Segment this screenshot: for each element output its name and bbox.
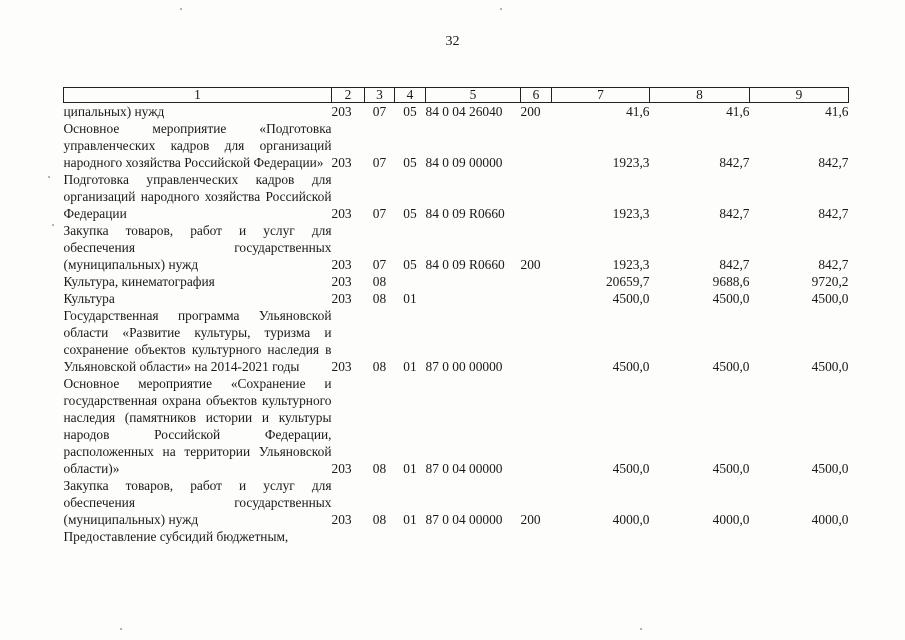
row-cell-col-7: 1923,3 xyxy=(612,257,650,272)
table-row xyxy=(64,528,849,545)
row-cell-col-3: 07 xyxy=(372,206,387,221)
row-cell-col-7 xyxy=(552,528,650,545)
scan-speck xyxy=(500,8,502,10)
row-cell-col-4: 01 xyxy=(403,512,417,527)
header-col-6: 6 xyxy=(521,88,552,103)
table-row xyxy=(64,222,849,273)
row-name-cell: Культура xyxy=(63,291,115,306)
row-cell-col-5 xyxy=(426,528,521,545)
row-cell-col-6 xyxy=(521,273,552,290)
table-row xyxy=(64,375,849,477)
row-cell-col-5: 87 0 00 00000 xyxy=(425,359,503,374)
row-cell-col-4: 05 xyxy=(403,257,417,272)
row-cell-col-7: 1923,3 xyxy=(612,206,650,221)
row-cell-col-7: 20659,7 xyxy=(605,274,650,289)
row-name-cell: Подготовка управленческих кадров для организаций народного хозяйства Российской Федерации xyxy=(63,172,332,221)
row-cell-col-2: 203 xyxy=(331,359,352,374)
row-cell-col-2: 203 xyxy=(331,206,352,221)
row-cell-col-3: 07 xyxy=(372,155,387,170)
row-cell-col-9: 4000,0 xyxy=(811,512,849,527)
row-cell-col-8: 842,7 xyxy=(719,206,750,221)
row-cell-col-9: 842,7 xyxy=(818,257,849,272)
row-cell-col-3: 07 xyxy=(372,104,387,119)
row-cell-col-6 xyxy=(521,290,552,307)
row-cell-col-4 xyxy=(395,528,426,545)
row-name-cell: Государственная программа Ульяновской области «Развитие культуры, туризма и сохранение объектов культурного наследия в Ульяновской области» на 2014-2021 годы xyxy=(63,308,332,374)
header-col-7: 7 xyxy=(552,88,650,103)
row-cell-col-5: 87 0 04 00000 xyxy=(425,512,503,527)
row-cell-col-7: 4500,0 xyxy=(612,291,650,306)
budget-table xyxy=(63,87,849,545)
row-cell-col-4 xyxy=(395,273,426,290)
row-cell-col-2: 203 xyxy=(331,461,352,476)
row-cell-col-9: 842,7 xyxy=(818,206,849,221)
row-cell-col-3: 08 xyxy=(372,461,387,476)
header-col-5: 5 xyxy=(426,88,521,103)
row-name-cell: Основное мероприятие «Подготовка управленческих кадров для организаций народного хозяйства Российской Федерации» xyxy=(63,121,332,170)
row-cell-col-2: 203 xyxy=(331,104,352,119)
row-cell-col-9: 9720,2 xyxy=(811,274,849,289)
row-cell-col-5 xyxy=(426,290,521,307)
table-row xyxy=(64,273,849,290)
row-cell-col-7: 1923,3 xyxy=(612,155,650,170)
row-cell-col-8: 4500,0 xyxy=(712,461,750,476)
row-name-cell: ципальных) нужд xyxy=(63,104,165,119)
row-cell-col-7: 4500,0 xyxy=(612,359,650,374)
header-col-2: 2 xyxy=(332,88,365,103)
table-row xyxy=(64,290,849,307)
row-cell-col-3: 08 xyxy=(372,291,387,306)
row-cell-col-5: 87 0 04 00000 xyxy=(425,461,503,476)
header-col-1: 1 xyxy=(64,88,332,103)
table-row xyxy=(64,307,849,375)
table-row xyxy=(64,103,849,121)
table-row xyxy=(64,171,849,222)
row-cell-col-8: 41,6 xyxy=(726,104,750,119)
row-cell-col-7: 41,6 xyxy=(626,104,650,119)
row-name-cell: Культура, кинематография xyxy=(63,274,215,289)
header-col-9: 9 xyxy=(750,88,849,103)
row-cell-col-9: 4500,0 xyxy=(811,291,849,306)
row-cell-col-4: 01 xyxy=(403,461,417,476)
row-cell-col-8: 9688,6 xyxy=(712,274,750,289)
row-cell-col-6: 200 xyxy=(520,104,541,119)
row-cell-col-5: 84 0 04 26040 xyxy=(425,104,503,119)
scan-speck xyxy=(640,628,642,630)
scan-speck xyxy=(52,224,54,226)
row-cell-col-8: 4000,0 xyxy=(712,512,750,527)
row-cell-col-5: 84 0 09 R0660 xyxy=(425,206,505,221)
row-name-cell: Закупка товаров, работ и услуг для обеспечения государственных (муниципальных) нужд xyxy=(63,223,332,272)
scan-speck xyxy=(120,628,122,630)
row-cell-col-6: 200 xyxy=(520,257,541,272)
page-number: 32 xyxy=(445,34,460,49)
row-cell-col-6: 200 xyxy=(520,512,541,527)
row-cell-col-6 xyxy=(521,528,552,545)
row-cell-col-6 xyxy=(521,171,552,222)
row-cell-col-5: 84 0 09 R0660 xyxy=(425,257,505,272)
row-cell-col-6 xyxy=(521,375,552,477)
row-cell-col-2: 203 xyxy=(331,155,352,170)
scan-speck xyxy=(180,8,182,10)
row-cell-col-5 xyxy=(426,273,521,290)
row-cell-col-3: 08 xyxy=(372,274,387,289)
row-cell-col-9: 41,6 xyxy=(825,104,849,119)
row-cell-col-2: 203 xyxy=(331,274,352,289)
row-cell-col-2: 203 xyxy=(331,291,352,306)
row-cell-col-4: 05 xyxy=(403,155,417,170)
row-name-cell: Основное мероприятие «Сохранение и государственная охрана объектов культурного наследия (памятников истории и культуры народов Российской Федерации, расположенных на территории Ульяновской области)» xyxy=(63,376,332,476)
row-cell-col-9: 4500,0 xyxy=(811,461,849,476)
row-cell-col-7: 4000,0 xyxy=(612,512,650,527)
row-name-cell: Предоставление субсидий бюджетным, xyxy=(63,529,289,544)
header-row xyxy=(64,88,849,103)
row-cell-col-8: 842,7 xyxy=(719,257,750,272)
row-cell-col-8: 4500,0 xyxy=(712,359,750,374)
row-cell-col-8: 4500,0 xyxy=(712,291,750,306)
row-cell-col-4: 01 xyxy=(403,359,417,374)
row-cell-col-3 xyxy=(365,528,395,545)
row-cell-col-2: 203 xyxy=(331,257,352,272)
row-cell-col-4: 01 xyxy=(403,291,417,306)
row-cell-col-5: 84 0 09 00000 xyxy=(425,155,503,170)
scan-speck xyxy=(48,176,50,178)
header-col-4: 4 xyxy=(395,88,426,103)
row-cell-col-2 xyxy=(332,528,365,545)
row-cell-col-9 xyxy=(750,528,849,545)
row-cell-col-8 xyxy=(650,528,750,545)
row-cell-col-9: 4500,0 xyxy=(811,359,849,374)
row-cell-col-3: 07 xyxy=(372,257,387,272)
row-cell-col-9: 842,7 xyxy=(818,155,849,170)
row-cell-col-7: 4500,0 xyxy=(612,461,650,476)
row-cell-col-3: 08 xyxy=(372,512,387,527)
table-row xyxy=(64,477,849,528)
header-col-3: 3 xyxy=(365,88,395,103)
row-cell-col-6 xyxy=(521,120,552,171)
row-cell-col-8: 842,7 xyxy=(719,155,750,170)
row-name-cell: Закупка товаров, работ и услуг для обеспечения государственных (муниципальных) нужд xyxy=(63,478,332,527)
header-col-8: 8 xyxy=(650,88,750,103)
table-row xyxy=(64,120,849,171)
row-cell-col-3: 08 xyxy=(372,359,387,374)
row-cell-col-4: 05 xyxy=(403,104,417,119)
row-cell-col-6 xyxy=(521,307,552,375)
row-cell-col-4: 05 xyxy=(403,206,417,221)
row-cell-col-2: 203 xyxy=(331,512,352,527)
